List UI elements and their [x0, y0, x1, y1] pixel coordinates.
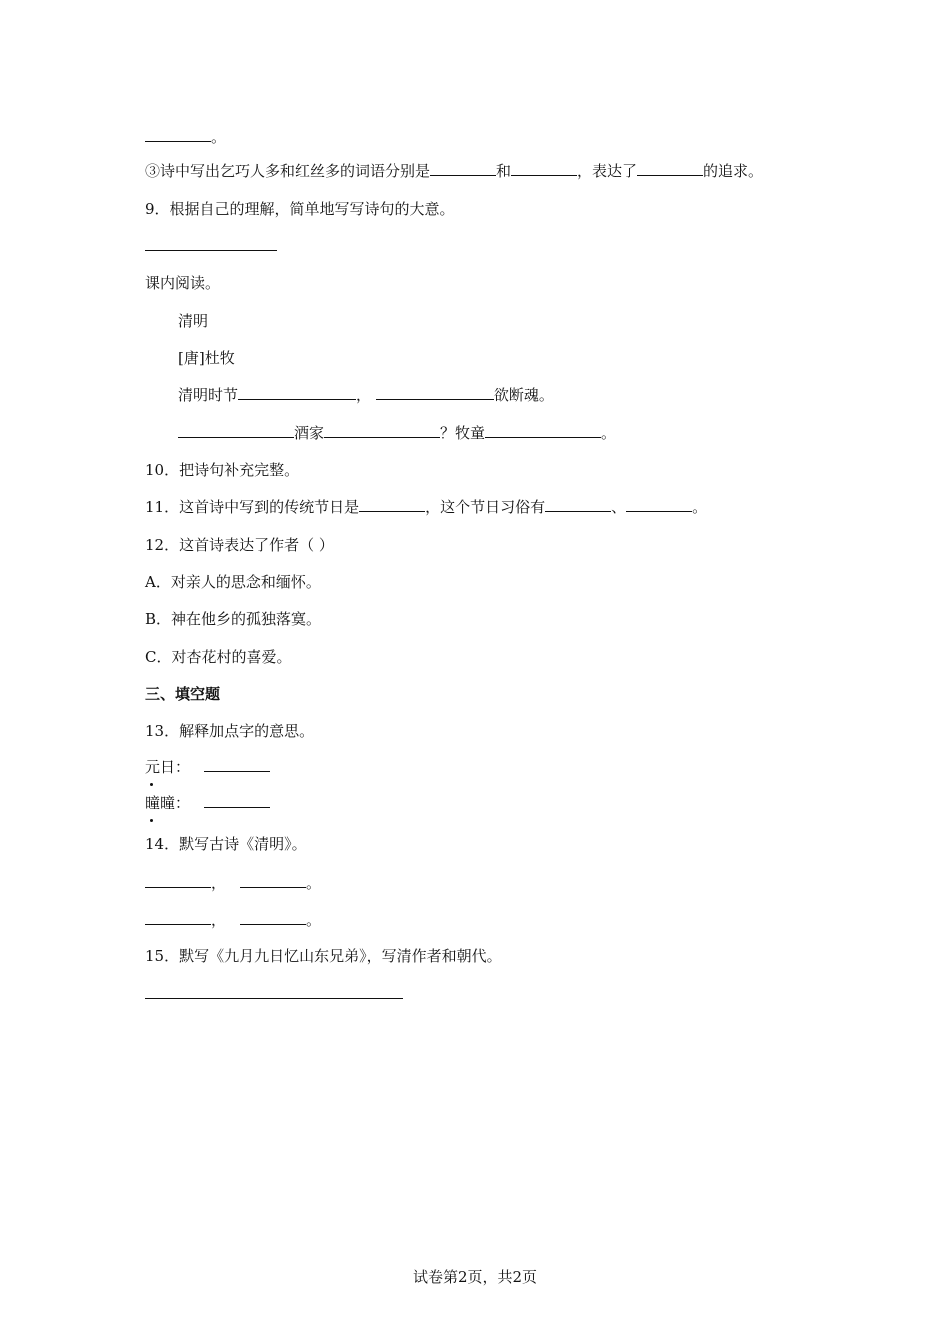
option-a[interactable]: A．对亲人的思念和缅怀。	[145, 573, 321, 591]
blank[interactable]	[485, 423, 601, 438]
question-15: 15．默写《九月九日忆山东兄弟》，写清作者和朝代。	[145, 947, 502, 965]
blank[interactable]	[545, 497, 611, 512]
question-14: 14．默写古诗《清明》。	[145, 835, 307, 853]
blank[interactable]	[324, 423, 440, 438]
blank[interactable]	[637, 161, 703, 176]
blank[interactable]	[204, 793, 270, 808]
poem-line-1: 清明时节 ， 欲断魂。	[178, 386, 554, 404]
q14-line-2: ， 。	[145, 910, 321, 930]
reading-intro: 课内阅读。	[145, 274, 221, 292]
question-8-3: ③诗中写出乞巧人多和红丝多的词语分别是 和 ，表达了 的追求。	[145, 162, 764, 180]
blank[interactable]	[376, 385, 494, 400]
blank[interactable]	[626, 497, 692, 512]
blank[interactable]	[511, 161, 577, 176]
dotted-char: 元	[145, 758, 161, 776]
q13-item-2: 曈曈：	[145, 793, 270, 813]
poem-title: 清明	[178, 312, 209, 330]
blank[interactable]	[145, 984, 403, 999]
blank[interactable]	[240, 910, 306, 925]
blank[interactable]	[145, 236, 277, 251]
question-13: 13．解释加点字的意思。	[145, 722, 315, 740]
blank[interactable]	[145, 127, 211, 142]
section-title: 三、填空题	[145, 685, 221, 703]
question-11: 11．这首诗中写到的传统节日是 ，这个节日习俗有 、 。	[145, 498, 708, 516]
option-b[interactable]: B．神在他乡的孤独落寞。	[145, 610, 322, 628]
q14-line-1: ， 。	[145, 873, 321, 893]
poem-line-2: 酒家 ？牧童 。	[178, 423, 616, 443]
blank[interactable]	[240, 873, 306, 888]
blank[interactable]	[145, 873, 211, 888]
answer-line-q15[interactable]	[145, 984, 403, 1004]
blank[interactable]	[178, 423, 294, 438]
question-12: 12．这首诗表达了作者（ ）	[145, 536, 334, 554]
dotted-char: 曈	[145, 794, 161, 812]
question-10: 10．把诗句补充完整。	[145, 461, 300, 479]
answer-line-q9[interactable]	[145, 236, 277, 256]
blank[interactable]	[430, 161, 496, 176]
page-footer: 试卷第2页，共2页	[412, 1268, 538, 1286]
q13-item-1: 元日：	[145, 757, 270, 777]
blank[interactable]	[204, 757, 270, 772]
blank[interactable]	[238, 385, 356, 400]
blank[interactable]	[359, 497, 425, 512]
question-9: 9．根据自己的理解，简单地写写诗句的大意。	[145, 200, 455, 218]
poem-author: [唐]杜牧	[178, 349, 235, 367]
blank[interactable]	[145, 910, 211, 925]
answer-line-top: 。	[145, 127, 226, 147]
option-c[interactable]: C．对杏花村的喜爱。	[145, 648, 292, 666]
